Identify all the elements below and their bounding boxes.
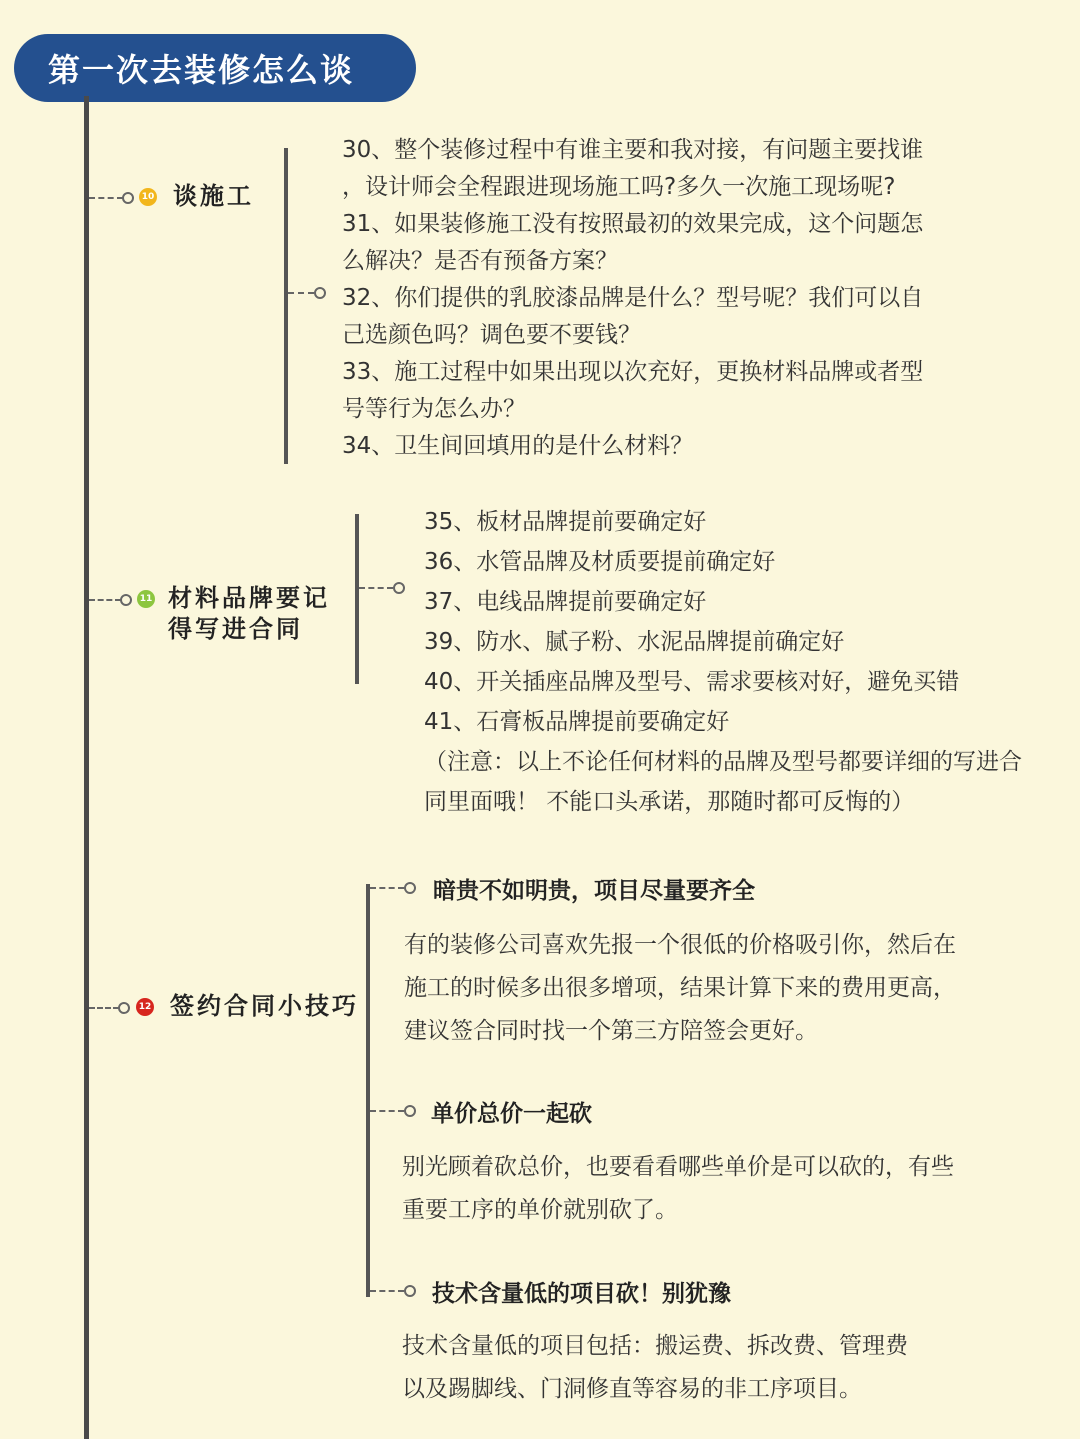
question-line: 30、整个装修过程中有谁主要和我对接，有问题主要找谁 [342,137,924,163]
branch-bar [284,148,288,464]
connector [359,587,393,589]
connector [89,197,123,199]
label-line: 得写进合同 [168,615,303,643]
tip-line: 有的装修公司喜欢先报一个很低的价格吸引你，然后在 [404,932,956,958]
branch-label-material-brands [168,583,330,645]
node-dot [404,882,416,894]
connector [370,1110,404,1112]
brand-item: 39、防水、腻子粉、水泥品牌提前确定好 [424,629,845,655]
node-dot [118,1002,130,1014]
construction-questions [342,132,923,465]
badge-10-icon: 10 [139,188,157,206]
connector [89,599,121,601]
material-brand-list [424,502,1022,822]
main-spine [84,96,89,1439]
question-line: 31、如果装修施工没有按照最初的效果完成，这个问题怎 [342,211,924,237]
brand-item: 36、水管品牌及材质要提前确定好 [424,549,776,575]
tip-heading: 技术含量低的项目砍！别犹豫 [432,1281,731,1307]
label-line: 材料品牌要记 [168,584,330,612]
brand-item: 41、石膏板品牌提前要确定好 [424,709,730,735]
tip-heading: 暗贵不如明贵，项目尽量要齐全 [433,878,755,904]
note-line: （注意：以上不论任何材料的品牌及型号都要详细的写进合 [424,749,1022,775]
label-line: 签约合同小技巧 [170,992,359,1020]
branch-bar [355,514,359,684]
tip-body [402,1146,954,1232]
node-dot [122,192,134,204]
question-line: 32、你们提供的乳胶漆品牌是什么？型号呢？我们可以自 [342,285,924,311]
node-dot [404,1105,416,1117]
question-line: 己选颜色吗？调色要不要钱？ [342,322,641,348]
connector [370,887,404,889]
tip-line: 技术含量低的项目包括：搬运费、拆改费、管理费 [402,1333,908,1359]
tip-body [402,1325,908,1411]
node-dot [120,594,132,606]
branch-label-contract-tips [170,991,359,1022]
node-dot [314,287,326,299]
question-line: 号等行为怎么办？ [342,396,526,422]
question-line: ，设计师会全程跟进现场施工吗?多久一次施工现场呢? [342,174,896,200]
tip-line: 建议签合同时找一个第三方陪签会更好。 [404,1018,818,1044]
brand-item: 35、板材品牌提前要确定好 [424,509,707,535]
question-line: 34、卫生间回填用的是什么材料？ [342,433,694,459]
node-dot [404,1285,416,1297]
question-line: 33、施工过程中如果出现以次充好，更换材料品牌或者型 [342,359,924,385]
branch-bar [366,884,370,1297]
brand-item: 37、电线品牌提前要确定好 [424,589,707,615]
question-line: 么解决？是否有预备方案？ [342,248,618,274]
badge-11-icon: 11 [137,590,155,608]
tip-line: 以及踢脚线、门洞修直等容易的非工序项目。 [402,1376,862,1402]
page-title: 第一次去装修怎么谈 [14,34,416,102]
tip-line: 别光顾着砍总价，也要看看哪些单价是可以砍的，有些 [402,1154,954,1180]
tip-line: 施工的时候多出很多增项，结果计算下来的费用更高， [404,975,956,1001]
tip-body [404,924,956,1053]
node-dot [393,582,405,594]
badge-12-icon: 12 [136,998,154,1016]
label-line: 谈施工 [173,182,254,210]
brand-item: 40、开关插座品牌及型号、需求要核对好，避免买错 [424,669,960,695]
tip-line: 重要工序的单价就别砍了。 [402,1197,678,1223]
connector [370,1290,404,1292]
connector [288,292,314,294]
branch-label-construction [173,181,254,212]
note-line: 同里面哦！ 不能口头承诺，那随时都可反悔的） [424,789,915,815]
tip-heading: 单价总价一起砍 [431,1101,592,1127]
connector [89,1007,119,1009]
